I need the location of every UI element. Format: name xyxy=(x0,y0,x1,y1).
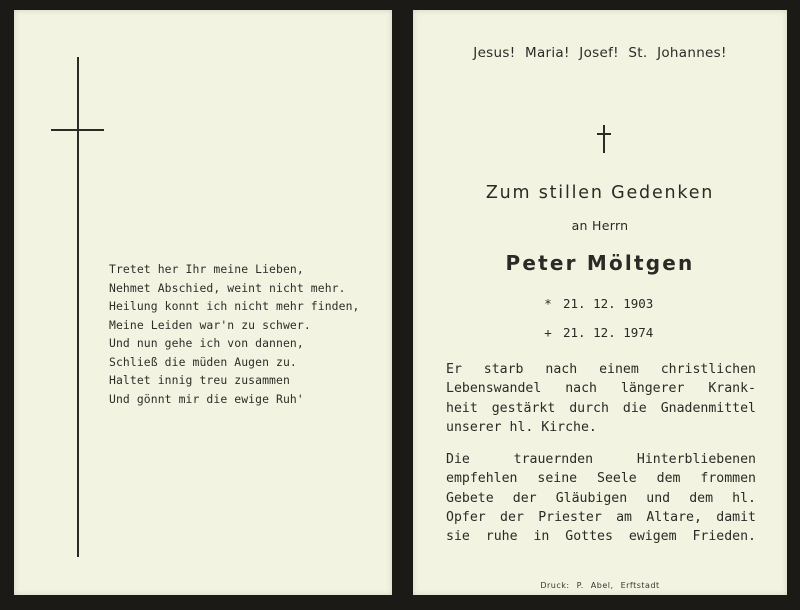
poem-line: Tretet her Ihr meine Lieben, xyxy=(109,262,304,276)
obituary-paragraph-1 xyxy=(446,360,756,437)
right-card-panel xyxy=(413,10,787,595)
poem-line: Schließ die müden Augen zu. xyxy=(109,354,297,369)
memorial-heading: Zum stillen Gedenken xyxy=(485,183,715,203)
left-card-panel xyxy=(14,10,392,595)
paragraph-line: heit gestärkt durch die Gnadenmittel xyxy=(446,400,756,416)
deceased-name: Peter Möltgen xyxy=(505,251,695,275)
death-date-line xyxy=(539,325,699,340)
death-date: 21. 12. 1974 xyxy=(563,325,654,340)
paragraph-line: Lebenswandel nach längerer Krank- xyxy=(446,381,756,397)
poem-line: Und gönnt mir die ewige Ruh' xyxy=(109,391,304,406)
large-cross-icon xyxy=(77,57,79,557)
large-cross-crossbar xyxy=(51,129,104,131)
birth-star-icon: * xyxy=(544,296,552,311)
paragraph-line: Opfer der Priester am Altare, damit xyxy=(446,509,756,525)
printer-credit: Druck: P. Abel, Erftstadt xyxy=(540,581,660,590)
birth-date: 21. 12. 1903 xyxy=(563,296,654,311)
poem-line: Heilung konnt ich nicht mehr finden, xyxy=(109,299,360,313)
paragraph-line: sie ruhe in Gottes ewigem Frieden. xyxy=(446,529,756,545)
poem-line: Nehmet Abschied, weint nicht mehr. xyxy=(109,280,346,295)
paragraph-line: empfehlen seine Seele dem frommen xyxy=(446,471,756,487)
paragraph-line: unserer hl. Kirche. xyxy=(446,419,597,435)
memorial-subheading: an Herrn xyxy=(571,218,629,233)
poem-line: Und nun gehe ich von dannen, xyxy=(109,336,304,350)
birth-date-line xyxy=(539,296,699,311)
cross-icon xyxy=(597,125,611,153)
poem-line: Meine Leiden war'n zu schwer. xyxy=(109,317,311,332)
paragraph-line: Er starb nach einem christlichen xyxy=(446,362,756,377)
death-cross-icon: + xyxy=(544,325,552,340)
paragraph-line: Gebete der Gläubigen und dem hl. xyxy=(446,490,756,506)
farewell-poem xyxy=(109,260,379,408)
paragraph-line: Die trauernden Hinterbliebenen xyxy=(446,452,756,467)
invocation-line: Jesus! Maria! Josef! St. Johannes! xyxy=(473,45,727,61)
obituary-paragraph-2 xyxy=(446,450,756,546)
poem-line: Haltet innig treu zusammen xyxy=(109,373,290,387)
